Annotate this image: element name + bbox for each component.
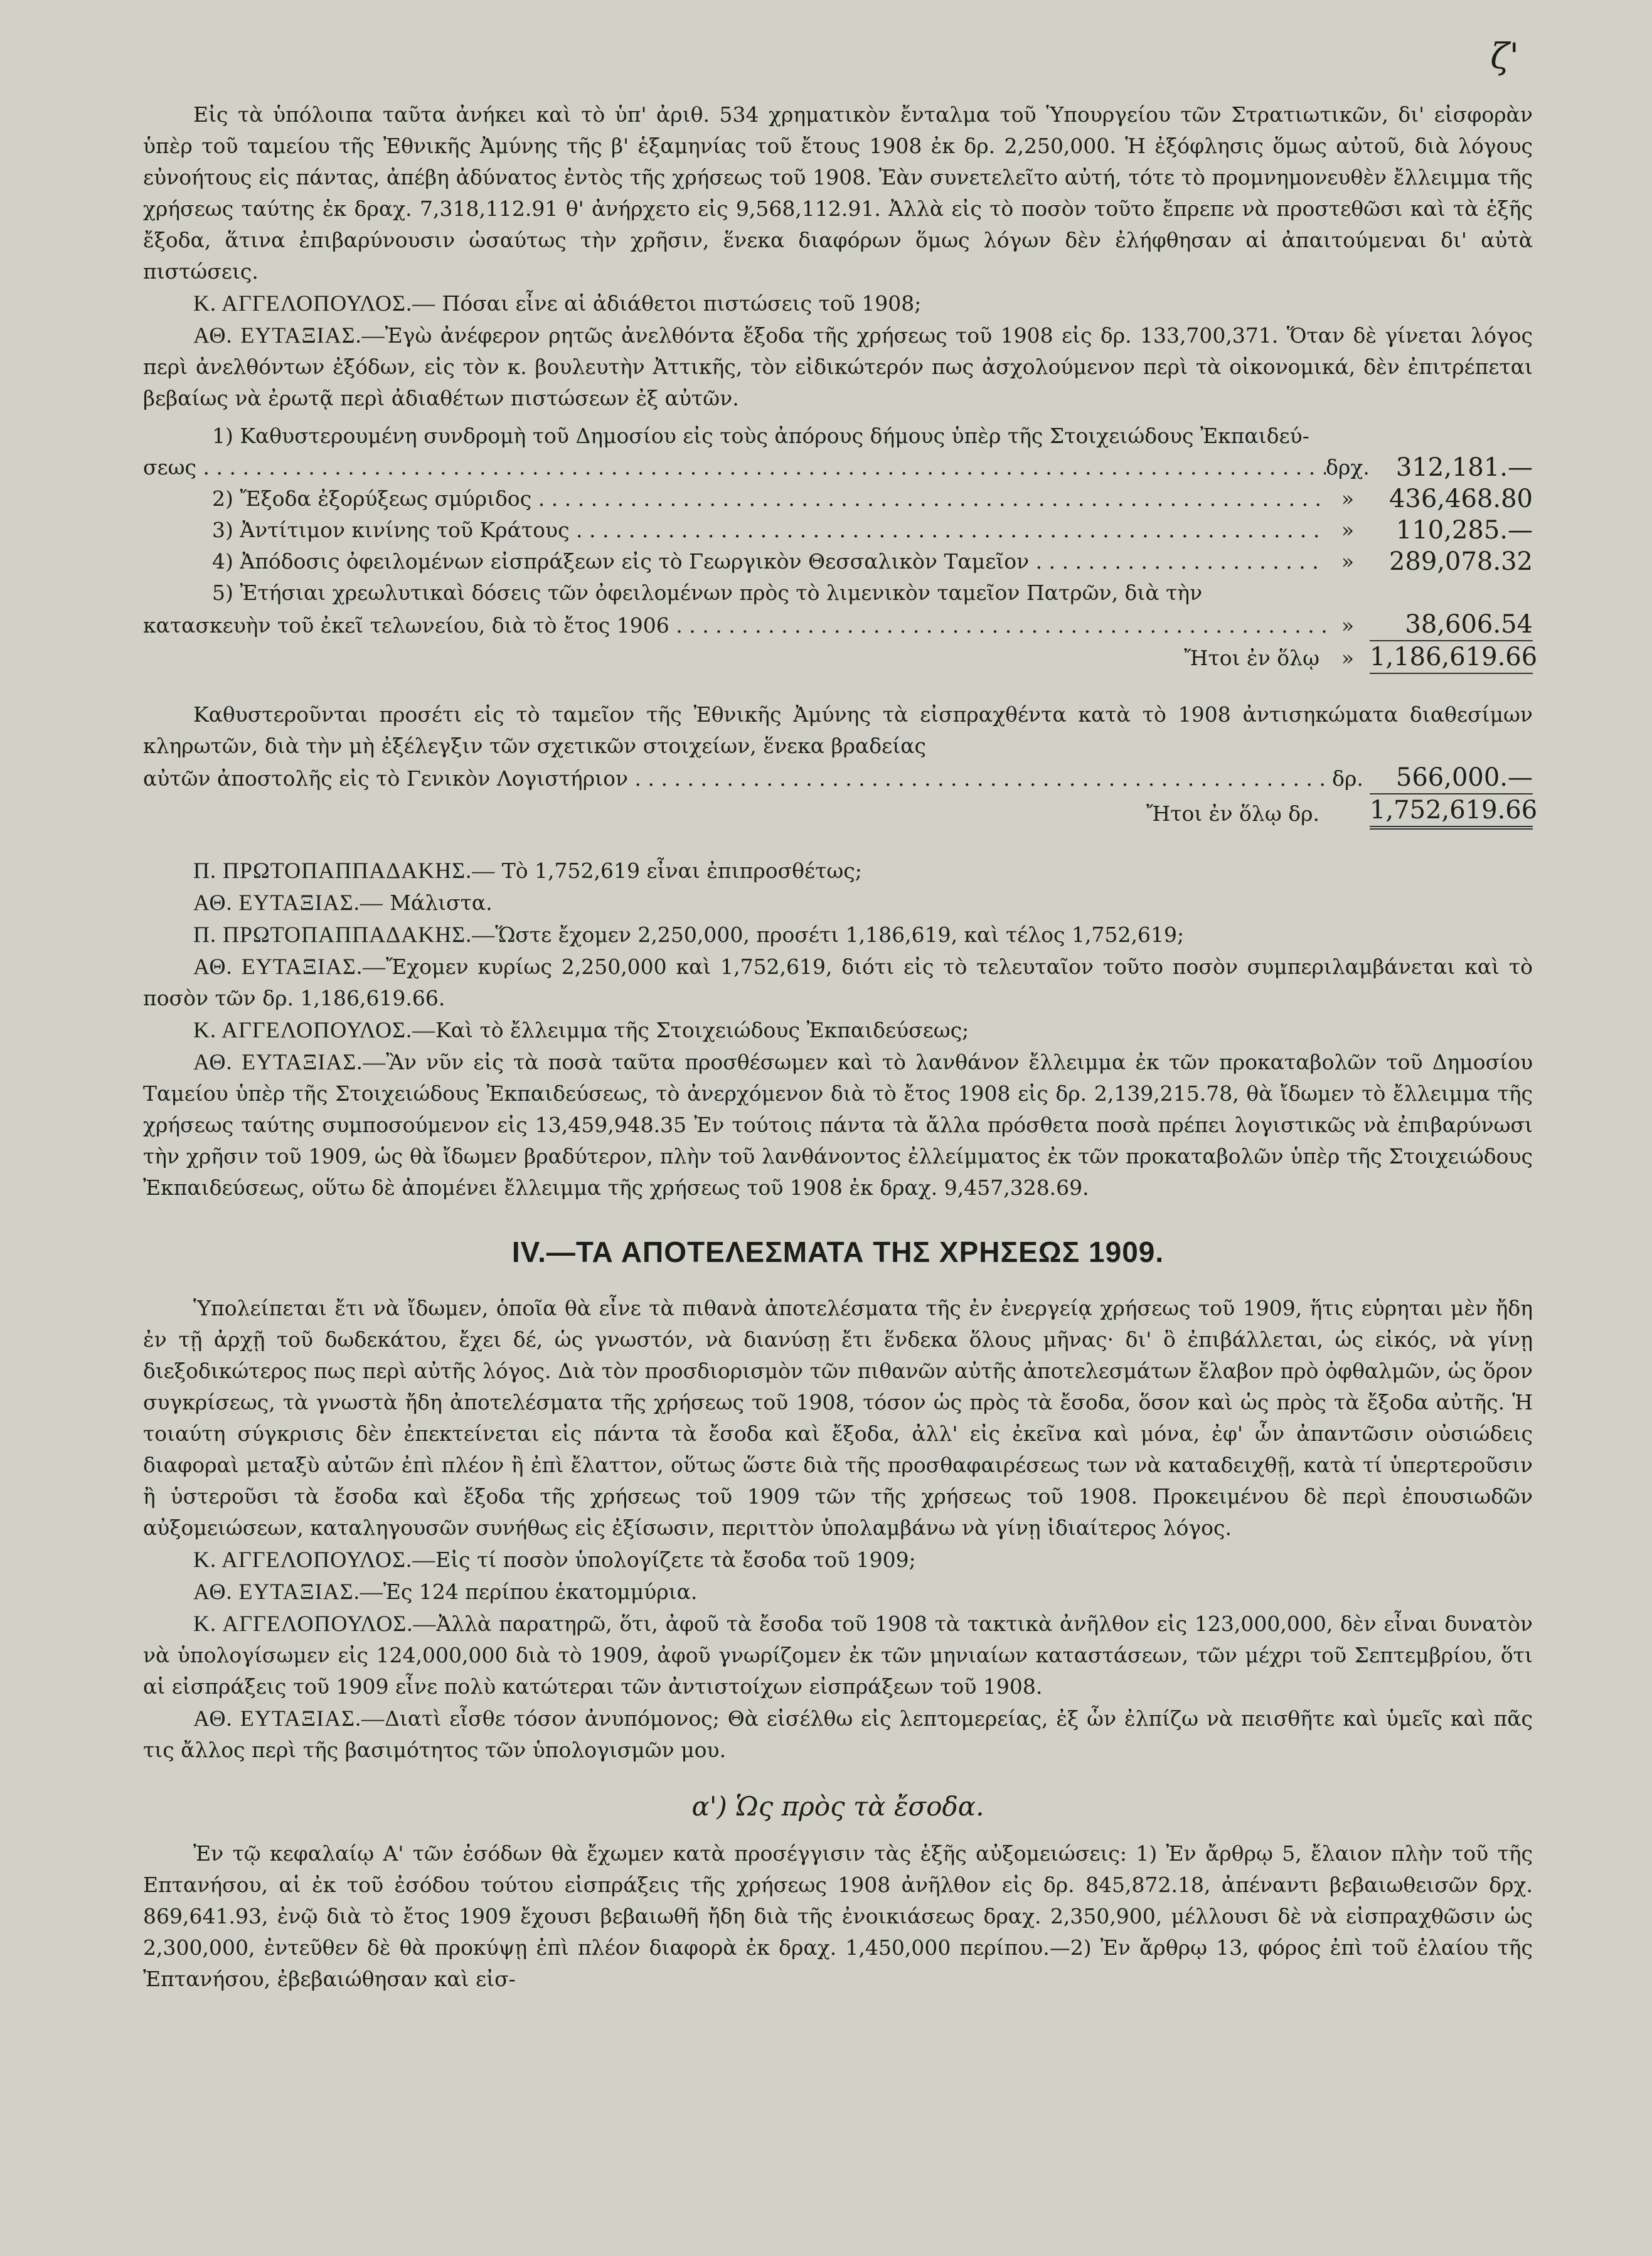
speech [143, 1703, 1533, 1766]
speech-text: Μάλιστα. [383, 890, 493, 915]
paragraph: Ὑπολείπεται ἔτι νὰ ἴδωμεν, ὁποῖα θὰ εἶνε τὰ πιθανὰ ἀποτελέσματα τῆς ἐν ἐνεργείᾳ χρήσεως τοῦ 1909, ἥτις εὑρηται μὲν ἤδη ἐν τῇ ἀρχῇ τοῦ δωδεκάτου, ἔχει δέ, ὡς γνωστόν, νὰ διανύσῃ ἔτι ἕνδεκα ὅλους μῆνας· δι' ὃ ἐπιβάλλεται, ὡς εἰκός, νὰ γίνῃ διεξοδικώτερος πως περὶ αὐτῆς λόγος. Διὰ τὸν προσδιορισμὸν τῶν πιθανῶν αὐτῆς ἀποτελεσμάτων ἔλαβον πρὸ ὀφθαλμῶν, ὡς ὅρον συγκρίσεως, τὰ γνωστὰ ἤδη ἀποτελέσματα τῆς χρήσεως τοῦ 1908, τόσον ὡς πρὸς τὰ ἔσοδα, ὅσον καὶ ὡς πρὸς τὰ ἔξοδα αὐτῆς. Ἡ τοιαύτη σύγκρισις δὲν ἐπεκτείνεται εἰς πάντα τὰ ἔσοδα καὶ ἔξοδα, ἀλλ' εἰς ἐκεῖνα καὶ μόνα, ἐφ' ὧν ἀπαντῶσιν οὐσιώδεις διαφοραὶ μεταξὺ αὐτῶν ἐπὶ πλέον ἢ ἐπὶ ἔλαττον, οὕτως ὥστε διὰ τῆς προσθαφαιρέσεως των νὰ καταδειχθῇ, κατὰ τί ὑπερτεροῦσιν ἢ ὑστεροῦσι τὰ ἔσοδα καὶ ἔξοδα τῆς χρήσεως τοῦ 1909 τῶν τῆς χρήσεως τοῦ 1908. Προκειμένου δὲ περὶ ἐπουσιωδῶν αὐξομειώσεων, καταληγουσῶν συνήθως εἰς ἐξίσωσιν, περιττὸν ὑπολαμβάνω νὰ γίνῃ ἰδιαίτερος λόγος. [143, 1296, 1533, 1540]
speech [143, 1544, 1533, 1576]
speaker-name: Κ. ΑΓΓΕΛΟΠΟΥΛΟΣ.— [193, 291, 436, 316]
section-title: IV.—ΤΑ ΑΠΟΤΕΛΕΣΜΑΤΑ ΤΗΣ ΧΡΗΣΕΩΣ 1909. [511, 1236, 1164, 1268]
ledger-row [143, 762, 1533, 794]
ledger-amount: 566,000.— [1370, 762, 1533, 794]
speaker-name: Κ. ΑΓΓΕΛΟΠΟΥΛΟΣ.— [193, 1017, 436, 1042]
ledger-amount: 38,606.54 [1370, 609, 1533, 641]
speech-text: Ἀλλὰ παρατηρῶ, ὅτι, ἀφοῦ τὰ ἔσοδα τοῦ 1908 τὰ τακτικὰ ἀνῆλθον εἰς 123,000,000, δὲν εἶναι δυνατὸν νὰ ὑπολογίσωμεν εἰς 124,000,000 διὰ τὸ 1909, ἀφοῦ γνωρίζομεν ἐκ τῶν μηνιαίων καταστάσεων, τῶν μέχρι τοῦ Σεπτεμβρίου, ὅτι αἱ εἰσπράξεις τοῦ 1909 εἶνε πολὺ κατώτεραι τῶν ἀντιστοίχων εἰσπράξεων τοῦ 1908. [143, 1612, 1533, 1699]
speaker-name: Π. ΠΡΩΤΟΠΑΠΠΑΔΑΚΗΣ.— [193, 858, 496, 883]
speech [143, 887, 1533, 919]
speech-text: Καὶ τὸ ἔλλειμμα τῆς Στοιχειώδους Ἐκπαιδεύσεως; [435, 1018, 969, 1042]
ledger-label: 5) Ἐτήσιαι χρεωλυτικαὶ δόσεις τῶν ὀφειλομένων πρὸς τὸ λιμενικὸν ταμεῖον Πατρῶν, διὰ τὴν [212, 580, 1203, 605]
ledger-row [143, 452, 1533, 483]
speech [143, 951, 1533, 1014]
ledger-row [143, 420, 1533, 452]
ledger-label: σεως . . . [143, 452, 1326, 483]
ditto-mark: » [1341, 613, 1355, 638]
speaker-name: ΑΘ. ΕΥΤΑΞΙΑΣ.— [193, 323, 385, 348]
speech [143, 1576, 1533, 1608]
speech-text: Εἰς τί ποσὸν ὑπολογίζετε τὰ ἔσοδα τοῦ 1909; [435, 1548, 916, 1572]
ledger-amount: 436,468.80 [1388, 484, 1533, 513]
speech [143, 919, 1533, 951]
ledger-total-row [143, 641, 1538, 674]
total-amount: 1,752,619.66 [1370, 794, 1533, 830]
ditto-mark: » [1341, 486, 1355, 511]
ledger-currency: δρ. [1332, 766, 1363, 791]
ditto-mark: » [1341, 518, 1355, 542]
speaker-name: Κ. ΑΓΓΕΛΟΠΟΥΛΟΣ.— [193, 1547, 436, 1572]
speaker-name: ΑΘ. ΕΥΤΑΞΙΑΣ.— [193, 890, 383, 915]
speech-text: Ὥστε ἔχομεν 2,250,000, προσέτι 1,186,619, καὶ τέλος 1,752,619; [495, 922, 1185, 947]
ledger-amount: 110,285.— [1395, 516, 1533, 545]
ledger-label: 2) Ἔξοδα ἐξορύξεως σμύριδος . . . [143, 483, 1326, 515]
speaker-name: ΑΘ. ΕΥΤΑΞΙΑΣ.— [193, 1579, 383, 1604]
speaker-name: ΑΘ. ΕΥΤΑΞΙΑΣ.— [193, 1706, 385, 1731]
paragraph: Εἰς τὰ ὑπόλοιπα ταῦτα ἀνήκει καὶ τὸ ὑπ' ἀριθ. 534 χρηματικὸν ἔνταλμα τοῦ Ὑπουργείου τῶν Στρατιωτικῶν, δι' εἰσφορὰν ὑπὲρ τοῦ ταμείου τῆς Ἐθνικῆς Ἀμύνης τῆς β' ἑξαμηνίας τοῦ ἔτους 1908 ἐκ δρ. 2,250,000. Ἡ ἐξόφλησις ὅμως αὐτοῦ, διὰ λόγους εὐνοήτους εἰς πάντας, ἀπέβη ἀδύνατος ἐντὸς τῆς χρήσεως τοῦ 1908. Ἐὰν συνετελεῖτο αὐτή, τότε τὸ προμνημονευθὲν ἔλλειμμα τῆς χρήσεως ταύτης ἐκ δραχ. 7,318,112.91 θ' ἀνήρχετο εἰς 9,568,112.91. Ἀλλὰ εἰς τὸ ποσὸν τοῦτο ἔπρεπε νὰ προστεθῶσι καὶ τὰ ἑξῆς ἔξοδα, ἅτινα ἐπιβαρύνουσιν ὡσαύτως τὴν χρῆσιν, ἕνεκα διαφόρων ὅμως λόγων δὲν ἐλήφθησαν αἱ ἀπαιτούμεναι δι' αὐτὰ πιστώσεις. [143, 102, 1533, 284]
ledger-amount: 289,078.32 [1388, 547, 1533, 576]
page-number: ζ' [1490, 36, 1519, 77]
expense-ledger [143, 420, 1538, 830]
speech [143, 1046, 1533, 1204]
ledger-label: αὐτῶν ἀποστολῆς εἰς τὸ Γενικὸν Λογιστήριον . . . [143, 763, 1326, 794]
paragraph: Καθυστεροῦνται προσέτι εἰς τὸ ταμεῖον τῆς Ἐθνικῆς Ἀμύνης τὰ εἰσπραχθέντα κατὰ τὸ 1908 ἀντισηκώματα διαθεσίμων κληρωτῶν, διὰ τὴν μὴ ἐξέλεγξιν τῶν σχετικῶν στοιχείων, ἕνεκα βραδείας [143, 702, 1533, 758]
total-label: Ἤτοι ἐν ὅλῳ [1184, 646, 1319, 670]
ledger-label: 4) Ἀπόδοσις ὀφειλομένων εἰσπράξεων εἰς τὸ Γεωργικὸν Θεσσαλικὸν Ταμεῖον . . . [143, 546, 1326, 577]
paragraph: Ἐν τῷ κεφαλαίῳ Α' τῶν ἐσόδων θὰ ἔχωμεν κατὰ προσέγγισιν τὰς ἑξῆς αὐξομειώσεις: 1) Ἐν ἄρθρῳ 5, ἔλαιον πλὴν τοῦ τῆς Επτανήσου, αἱ ἐκ τοῦ ἐσόδου τούτου εἰσπράξεις τῆς χρήσεως 1908 ἀνῆλθον εἰς δρ. 845,872.18, ἀπέναντι βεβαιωθεισῶν δρχ. 869,641.93, ἐνῷ διὰ τὸ ἔτος 1909 ἔχουσι βεβαιωθῆ ἤδη διὰ τῆς ἐνοικιάσεως δραχ. 2,350,900, μέλλουσι δὲ νὰ εἰσπραχθῶσιν ὡς 2,300,000, ἐντεῦθεν δὲ θὰ προκύψῃ ἐπὶ πλέον διαφορὰ ἐκ δραχ. 1,450,000 περίπου.—2) Ἐν ἄρθρῳ 13, φόρος ἐπὶ τοῦ ἐλαίου τῆς Ἐπτανήσου, ἐβεβαιώθησαν καὶ εἰσ- [143, 1841, 1533, 1991]
total-amount: 1,186,619.66 [1370, 641, 1533, 674]
ledger-row [143, 546, 1533, 577]
ledger-total-row [143, 794, 1538, 830]
speech [143, 855, 1533, 887]
ledger-label: 1) Καθυστερουμένη συνδρομὴ τοῦ Δημοσίου εἰς τοὺς ἀπόρους δήμους ὑπὲρ τῆς Στοιχειώδους Ἐκπαιδεύ- [212, 424, 1309, 448]
ledger-row [143, 577, 1533, 609]
page-content [143, 99, 1538, 1995]
speech [143, 287, 1533, 319]
speech-text: Διατὶ εἶσθε τόσον ἀνυπόμονος; Θὰ εἰσέλθω εἰς λεπτομερείας, ἐξ ὧν ἐλπίζω νὰ πεισθῆτε καὶ ὑμεῖς καὶ πᾶς τις ἄλλος περὶ τῆς βασιμότητος τῶν ὑπολογισμῶν μου. [143, 1706, 1533, 1762]
speech-text: Ἂν νῦν εἰς τὰ ποσὰ ταῦτα προσθέσωμεν καὶ τὸ λανθάνον ἔλλειμμα ἐκ τῶν προκαταβολῶν τοῦ Δημοσίου Ταμείου ὑπὲρ τῆς Στοιχειώδους Ἐκπαιδεύσεως, τὸ ἀνερχόμενον διὰ τὸ ἔτος 1908 εἰς δρ. 2,139,215.78, θὰ ἴδωμεν τὸ ἔλλειμμα τῆς χρήσεως ταύτης συμποσούμενον εἰς 13,459,948.35 Ἐν τούτοις πάντα τὰ ἄλλα πρόσθετα ποσὰ πρέπει λογιστικῶς νὰ ἐπιβαρύνωσι τὴν χρῆσιν τοῦ 1909, ὡς θὰ ἴδωμεν βραδύτερον, πλὴν τοῦ λανθάνοντος ἐλλείμματος ἐκ τῶν προκαταβολῶν ὑπὲρ τῆς Στοιχειώδους Ἐκπαιδεύσεως, οὕτω δὲ ἀπομένει ἔλλειμμα τῆς χρήσεως τοῦ 1908 ἐκ δραχ. 9,457,328.69. [143, 1050, 1533, 1200]
speaker-name: Π. ΠΡΩΤΟΠΑΠΠΑΔΑΚΗΣ.— [193, 922, 496, 947]
speech-text: Ἐγὼ ἀνέφερον ρητῶς ἀνελθόντα ἔξοδα τῆς χρήσεως τοῦ 1908 εἰς δρ. 133,700,371. Ὅταν δὲ γίνεται λόγος περὶ ἀνελθόντων ἐξόδων, εἰς τὸν κ. βουλευτὴν Ἀττικῆς, τὸν εἰδικώτερόν πως ἀσχολούμενον περὶ τὰ οἰκονομικά, δὲν ἐπιτρέπεται βεβαίως νὰ ἐρωτᾷ περὶ ἀδιαθέτων πιστώσεων ἐξ αὐτῶν. [143, 323, 1533, 410]
speech-text: Πόσαι εἶνε αἱ ἀδιάθετοι πιστώσεις τοῦ 1908; [435, 291, 922, 316]
speaker-name: ΑΘ. ΕΥΤΑΞΙΑΣ.— [193, 1049, 386, 1074]
ditto-mark: » [1341, 549, 1355, 574]
ledger-label: 3) Ἀντίτιμον κινίνης τοῦ Κράτους . . . [143, 515, 1326, 546]
speaker-name: ΑΘ. ΕΥΤΑΞΙΑΣ.— [193, 954, 386, 979]
speech [143, 1014, 1533, 1046]
speech [143, 319, 1533, 414]
speech-text: Ἔχομεν κυρίως 2,250,000 καὶ 1,752,619, διότι εἰς τὸ τελευταῖον τοῦτο ποσὸν συμπεριλαμβάνεται καὶ τὸ ποσὸν τῶν δρ. 1,186,619.66. [143, 954, 1533, 1010]
ledger-amount: 312,181.— [1395, 453, 1533, 482]
subsection-title: α') Ὡς πρὸς τὰ ἔσοδα. [691, 1791, 984, 1822]
speech [143, 1608, 1533, 1703]
speech-text: Ἐς 124 περίπου ἑκατομμύρια. [383, 1580, 698, 1604]
ledger-row [143, 609, 1533, 641]
ledger-label: κατασκευὴν τοῦ ἐκεῖ τελωνείου, διὰ τὸ ἔτος 1906 . . . [143, 610, 1326, 641]
speech-text: Τὸ 1,752,619 εἶναι ἐπιπροσθέτως; [495, 858, 862, 883]
speaker-name: Κ. ΑΓΓΕΛΟΠΟΥΛΟΣ.— [193, 1611, 437, 1636]
ledger-row [143, 515, 1533, 546]
ledger-row [143, 483, 1533, 515]
total-label: Ἤτοι ἐν ὅλῳ δρ. [1146, 801, 1319, 826]
ditto-mark: » [1341, 646, 1355, 670]
ledger-currency: δρχ. [1326, 455, 1370, 479]
